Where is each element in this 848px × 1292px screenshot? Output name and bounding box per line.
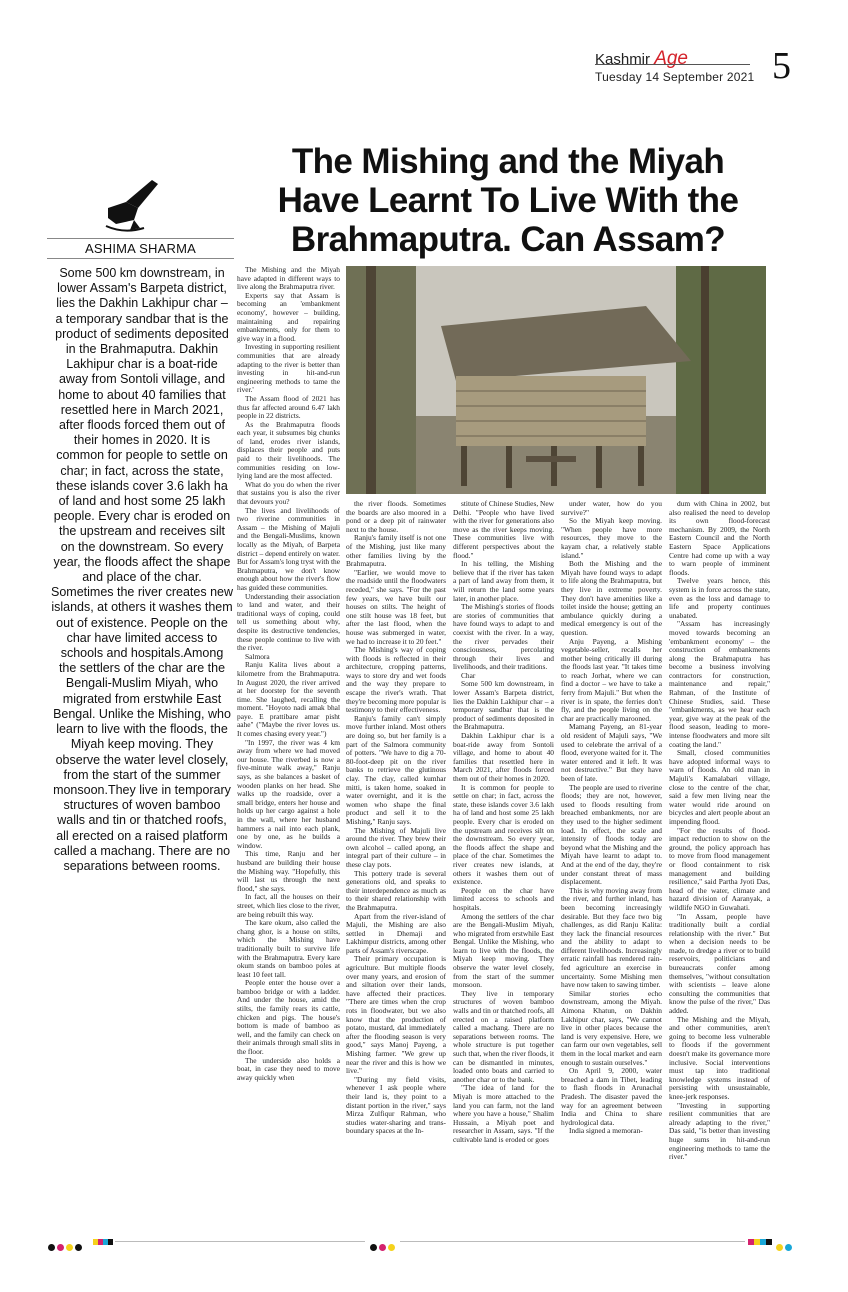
registration-dot xyxy=(75,1244,82,1251)
article-paragraph: On April 9, 2000, water breached a dam in Tibet, leading to flash floods in Arunachal Pradesh. The disaster paved the way for an agreement between India and China to share hydrological data. xyxy=(561,1066,662,1127)
footer-rule-right xyxy=(400,1241,745,1242)
article-paragraph: People enter the house over a bamboo bridge or with a ladder. And under the house, amid the stilts, the family rears its cattle, chicken and pigs. The house's bottom is made of bamboo as well, and the family can check on their animals through small slits in the floor. xyxy=(237,978,340,1057)
article-paragraph: The kare okum, also called the chang ghor, is a house on stilts, which the Mishing have traditionally built to survive life with the Brahmaputra. Every kare okum stands on bamboo poles at least 10 feet tall. xyxy=(237,918,340,979)
registration-dots-left xyxy=(48,1238,84,1246)
article-paragraph: The Mishing and the Miyah have adapted in different ways to live along the Brahmaputra river. xyxy=(237,266,340,292)
registration-dot xyxy=(785,1244,792,1251)
article-paragraph: Some 500 km downstream, in lower Assam's Barpeta district, lies the Dakhin Lakhipur char – a temporary sandbar that is the product of sediments deposited in the Brahmaputra. xyxy=(453,679,554,732)
article-paragraph: "Investing in supporting resilient communities that are already adapting to the river," Das said, "is better than investing huge sums in hit-and-run engineering methods to tame the river." xyxy=(669,1100,770,1162)
article-paragraph: People on the char have limited access to schools and hospitals. xyxy=(453,885,554,912)
article-paragraph: Mamang Payeng, an 81-year old resident of Majuli says, "We used to celebrate the arrival of a flood, everyone waited for it. The water entered and it left. It was not destructive." But they have been of late. xyxy=(561,722,662,783)
color-bar-right xyxy=(748,1239,772,1245)
article-paragraph: "In Assam, people have traditionally built a cordial relationship with the river." But when a decision needs to be made, to dredge a river or to build reservoirs, politicians and bureaucrats confer among themselves, "without consultation with scientists – leave alone consulting the communities that know the pulse of the river," Das added. xyxy=(669,911,770,1016)
article-column-5 xyxy=(669,500,770,1266)
article-paragraph: Anju Payeng, a Mishing vegetable-seller, recalls her mother being critically ill during the floods last year. "It takes time to reach Jorhat, where we can find a doctor – we have to take a ferry from Majuli." But when the river is in spate, the ferries don't fly, and the people living on the char are practically marooned. xyxy=(561,636,662,723)
author-name: ASHIMA SHARMA xyxy=(85,241,196,256)
article-paragraph: Twelve years hence, this system is in force across the state, even as the loss and damage to life and property continues unabated. xyxy=(669,576,770,620)
article-paragraph: "During my field visits, whenever I ask people where their land is, they point to a distant portion in the river," says Mirza Zulfiqur Rahman, who studies water-sharing and trans-boundary spaces at the In- xyxy=(346,1074,446,1136)
color-bar-left xyxy=(93,1239,113,1245)
article-paragraph: In fact, all the houses on their street, which lies close to the river, are being rebuilt this way. xyxy=(237,892,340,919)
article-paragraph: What do you do when the river that sustains you is also the river that devours you? xyxy=(237,479,340,507)
article-paragraph: Ranju Kalita lives about a kilometre from the Brahmaputra. In August 2020, the river arrived at her doorstep for the seventh time. She laughed, recalling the moment. "Hoyoto nadi amak bhal paye. E prattibare amar pisht aahe" ("Maybe the river loves us. It comes chasing every year.") xyxy=(237,660,340,739)
article-paragraph: India signed a memoran- xyxy=(569,1126,643,1136)
article-paragraph: Both the Mishing and the Miyah have found ways to adapt to life along the Brahmaputra, but they live in extreme poverty. They don't have amenities like a toilet inside the house; getting an ambulance quickly during a medical emergency is out of the question. xyxy=(561,559,662,637)
registration-dot xyxy=(379,1244,386,1251)
registration-dot xyxy=(57,1244,64,1251)
article-paragraph: Their primary occupation is agriculture. But multiple floods over many years, and erosion of and siltation over their lands, have affected their practices. "There are times when the crop rots in floodwater, but we also know that the production of potato, mustard, dal immediately after the flooding season is very good," says Manoj Payeng, a Mishing farmer. "We grew up near the river and this is how we live." xyxy=(346,954,446,1076)
article-paragraph: The underside also holds a boat, in case they need to move away quickly when xyxy=(237,1055,340,1082)
registration-dot xyxy=(66,1244,73,1251)
article-paragraph: The Assam flood of 2021 has thus far affected around 6.47 lakh people in 22 districts. xyxy=(237,393,340,421)
article-paragraph: The Mishing of Majuli live around the river. They brew their own alcohol – called apong, an integral part of their culture – in these clay pots. xyxy=(346,825,446,869)
article-paragraph: stitute of Chinese Studies, New Delhi. "People who have lived with the river for generations also move as the river keeps moving. These communities live with different perspectives about the flood." xyxy=(453,500,554,560)
article-paragraph: "In 1997, the river was 4 km away from where we had moved our house. The riverbed is now a five-minute walk away," Ranju says, as she balances a basket of wooden planks on her head. She walks up the roadside, over a small bridge, enters her house and holds up her cargo against a hole in the wall, where her husband hammers a nail into each plank, one by one, as he builds a window. xyxy=(237,737,340,850)
registration-dot xyxy=(776,1244,783,1251)
brand-prefix: Kashmir xyxy=(595,51,655,68)
article-paragraph: Small, closed communities have adopted informal ways to warn of floods. An old man in Majuli's Kamalabari village, close to the centre of the char, said a few men living near the water would ride around on bicycles and alert people about an impending flood. xyxy=(669,748,770,826)
article-paragraph: They live in temporary structures of woven bamboo walls and tin or thatched roofs, all erected on a raised platform called a machang. There are no separations between rooms. The whole structure is put together such that, when the river floods, it can be dismantled in minutes, loaded onto boats and carried to another char or to the bank. xyxy=(453,988,554,1084)
article-paragraph: Apart from the river-island of Majuli, the Mishing are also settled in Dhemaji and Lakhimpur districts, among other parts of Assam's riverscape. xyxy=(346,911,446,955)
article-paragraph: Among the settlers of the char are the Bengali-Muslim Miyah, who migrated from erstwhile East Bengal. Unlike the Mishing, who learn to live with the floods, the Miyah keep moving. They observe the water level closely, from the start of the summer monsoon. xyxy=(453,911,554,990)
article-paragraph: The Mishing and the Miyah, and other communities, aren't going to become less vulnerable to floods if the government doesn't make its governance more inclusive. Social interventions must tap into traditional knowledge systems instead of persisting with unsustainable, knee-jerk responses. xyxy=(669,1014,770,1101)
stilt-house-photo xyxy=(346,266,766,494)
article-paragraph: under water, how do you survive?" xyxy=(561,500,662,517)
article-paragraph: "The idea of land for the Miyah is more attached to the land you can farm, not the land where you have a house," Shalim Hussain, a Miyah poet and researcher in Assam, says. "If the cultivable land is eroded or goes xyxy=(453,1083,554,1144)
registration-dot xyxy=(370,1244,377,1251)
article-paragraph: dum with China in 2002, but also realised the need to develop its own flood-forecast mechanism. By 2009, the North Eastern Council and the North Eastern Space Applications Centre had come up with a way to warn people of imminent floods. xyxy=(669,500,770,577)
article-paragraph: "Earlier, we would move to the roadside until the floodwaters receded," she says. "For the past few years, we have built our houses on stilts. The height of one stilt house was 18 feet, but after the last flood, when the house was submerged in water, we had to increase it to 20 feet." xyxy=(346,567,446,646)
article-paragraph: As the Brahmaputra floods each year, it subsumes big chunks of land, erodes river islands, displaces their people and puts paid to their livelihoods. The communities residing on low-lying land are the most affected. xyxy=(237,419,340,481)
article-column-3 xyxy=(453,500,554,1266)
masthead-divider xyxy=(595,64,750,65)
article-paragraph: The Mishing's stories of floods are stories of communities that have found ways to adapt to and coexist with the river. In a way, the river pervades their consciousness, percolating through their lives and livelihoods, and their traditions. xyxy=(453,602,554,672)
article-paragraph: "For the results of flood-impact reduction to show on the ground, the policy approach has to move from flood management or flood containment to risk management and building resilience," said Partha Jyoti Das, head of the water, climate and hazard division of Aaranyak, a wildlife NGO in Guwahati. xyxy=(669,825,770,912)
article-paragraph: the river floods. Sometimes the boards are also moored in a pond or a deep pit of rainwater next to the house. xyxy=(346,500,446,534)
article-column-1 xyxy=(237,266,340,1266)
article-paragraph: This pottery trade is several generations old, and speaks to their interdependence as much as to their shared relationship with the Brahmaputra. xyxy=(346,868,446,912)
article-paragraph: "Assam has increasingly moved towards becoming an 'embankment economy' – the construction of embankments along the Brahmaputra has become a business involving contractors for construction, maintenance and repair," Rahman, of the Institute of Chinese Studies, said. These "embankments, as we hear each year, give way at the peak of the flood season, leading to more-intense floodwaters and more silt coating the land." xyxy=(669,619,770,749)
registration-dots-right xyxy=(776,1238,794,1246)
issue-date: Tuesday 14 September 2021 xyxy=(595,70,755,84)
newspaper-brand xyxy=(595,48,688,70)
article-paragraph: This is why moving away from the river, and further inland, has been becoming increasingly desirable. But they face two big challenges, as did Ranju Kalita: they lack the financial resources and the ability to adapt to different livelihoods. Increasingly erratic rainfall has rendered rain-fed agriculture an exercise in uncertainty. Some Mishing men have now taken to sawing timber. xyxy=(561,885,662,990)
article-paragraph: In his telling, the Mishing believe that if the river has taken a part of land away from them, it will return the land some years later, in another place. xyxy=(453,559,554,603)
article-paragraph: Char xyxy=(461,670,476,680)
article-paragraph: The Mishing's way of coping with floods is reflected in their architecture, cropping patterns, ways to store dry and wet foods and the way they prepare to escape the river's wrath. That they're becoming more popular is testimony to their effectiveness. xyxy=(346,645,446,715)
article-column-2 xyxy=(346,500,446,1266)
article-paragraph: Similar stories echo downstream, among the Miyah. Aimona Khatun, on Dakhin Lakhipur char, says, "We cannot live in other places because the land is very expensive. Here, we can farm our own vegetables, sell them in the local market and earn enough to sustain ourselves." xyxy=(561,988,662,1067)
article-paragraph: Understanding their association to land and water, and their traditional ways of coping, could tell us something about why, despite its destructive tendencies, these people continue to live with the river. xyxy=(237,591,340,653)
brand-accent: Age xyxy=(654,48,688,69)
article-paragraph: So the Miyah keep moving. "When people have more resources, they move to the kayam char, a relatively stable island." xyxy=(561,516,662,560)
article-paragraph: Experts say that Assam is becoming an 'embankment economy', however – building, maintaining and repairing embankments, only for them to give way in a flood. xyxy=(237,290,340,343)
article-paragraph: Ranju's family itself is not one of the Mishing, just like many other families living by the Brahmaputra. xyxy=(346,533,446,569)
article-paragraph: It is common for people to settle on char; in fact, across the state, these islands cover 3.6 lakh ha of land and host some 25 lakh people. Every char is eroded on the upstream and receives silt on the downstream. So every year, the floods affect the shape and place of the char. Sometimes the river creates new islands, at others it washes them out of existence. xyxy=(453,782,554,887)
page-number: 5 xyxy=(772,45,791,87)
article-headline: The Mishing and the Miyah Have Learnt To Live With the Brahmaputra. Can Assam? xyxy=(277,142,739,259)
author-rule-bottom xyxy=(47,258,234,259)
registration-dot xyxy=(388,1244,395,1251)
author-rule-top xyxy=(47,238,234,239)
article-paragraph: The lives and livelihoods of two riverine communities in Assam – the Mishing of Majuli and the Bengali-Muslims, known locally as the Miyah, of Barpeta district – depend entirely on water. But for Assam's long tryst with the Brahmaputra, we don't know enough about how the river's flow has guided these communities. xyxy=(237,505,340,592)
article-paragraph: Salmora xyxy=(245,651,270,661)
article-paragraph: This time, Ranju and her husband are building their house the Mishing way. "Hopefully, this will last us through the next flood," she says. xyxy=(237,849,340,893)
article-paragraph: The people are used to riverine floods; they are not, however, used to floods resulting from breached embankments, nor are they used to the higher sediment load. In effect, the scale and intensity of floods today are beyond what the Mishing and the Miyah have learnt to adapt to. And at the end of the day, they're under constant threat of mass displacement. xyxy=(561,782,662,887)
article-paragraph: Investing in supporting resilient communities that are already adapting to the river is better than investing in hit-and-run engineering methods to tame the river.' xyxy=(237,342,340,395)
pull-quote: Some 500 km downstream, in lower Assam's Barpeta district, lies the Dakhin Lakhipur char – a temporary sandbar that is the product of sediments deposited in the Brahmaputra. Dakhin Lakhipur char is a boat-ride away from Sontoli village, and home to about 40 families that resettled here in March 2021, after floods forced them out of their homes in 2020. It is common for people to settle on char; in fact, across the state, these islands cover 3.6 lakh ha of land and host some 25 lakh people. Every char is eroded on the upstream and receives silt on the downstream. So every year, the floods affect the shape and place of the char. Sometimes the river creates new islands, at others it washes them out of existence. People on the char have limited access to schools and hospitals.Among the settlers of the char are the Bengali-Muslim Miyah, who migrated from erstwhile East Bengal. Unlike the Mishing, who learn to live with the floods, the Miyah keep moving. They observe the water level closely, from the start of the summer monsoon.They live in temporary structures of woven bamboo walls and tin or thatched roofs, all erected on a raised platform called a machang. There are no separations between rooms. xyxy=(51,266,234,873)
pen-writing-hand-icon xyxy=(104,178,162,234)
article-paragraph: Dakhin Lakhipur char is a boat-ride away from Sontoli village, and home to about 40 families that resettled here in March 2021, after floods forced them out of their homes in 2020. xyxy=(453,731,554,783)
article-paragraph: Ranju's family can't simply move further inland. Most others are doing so, but her family is a part of the Salmora community of potters. "We have to dig a 70-80-foot-deep pit on the river banks to retrieve the glutinous clay. The clay, called kumhar mitti, is taken home, soaked in water overnight, and it is the women who shape the final product and sell it to the Mishing," Ranju says. xyxy=(346,713,446,826)
footer-rule-left xyxy=(115,1241,365,1242)
article-column-4 xyxy=(561,500,662,1266)
registration-dot xyxy=(48,1244,55,1251)
registration-dots-center xyxy=(370,1238,397,1246)
